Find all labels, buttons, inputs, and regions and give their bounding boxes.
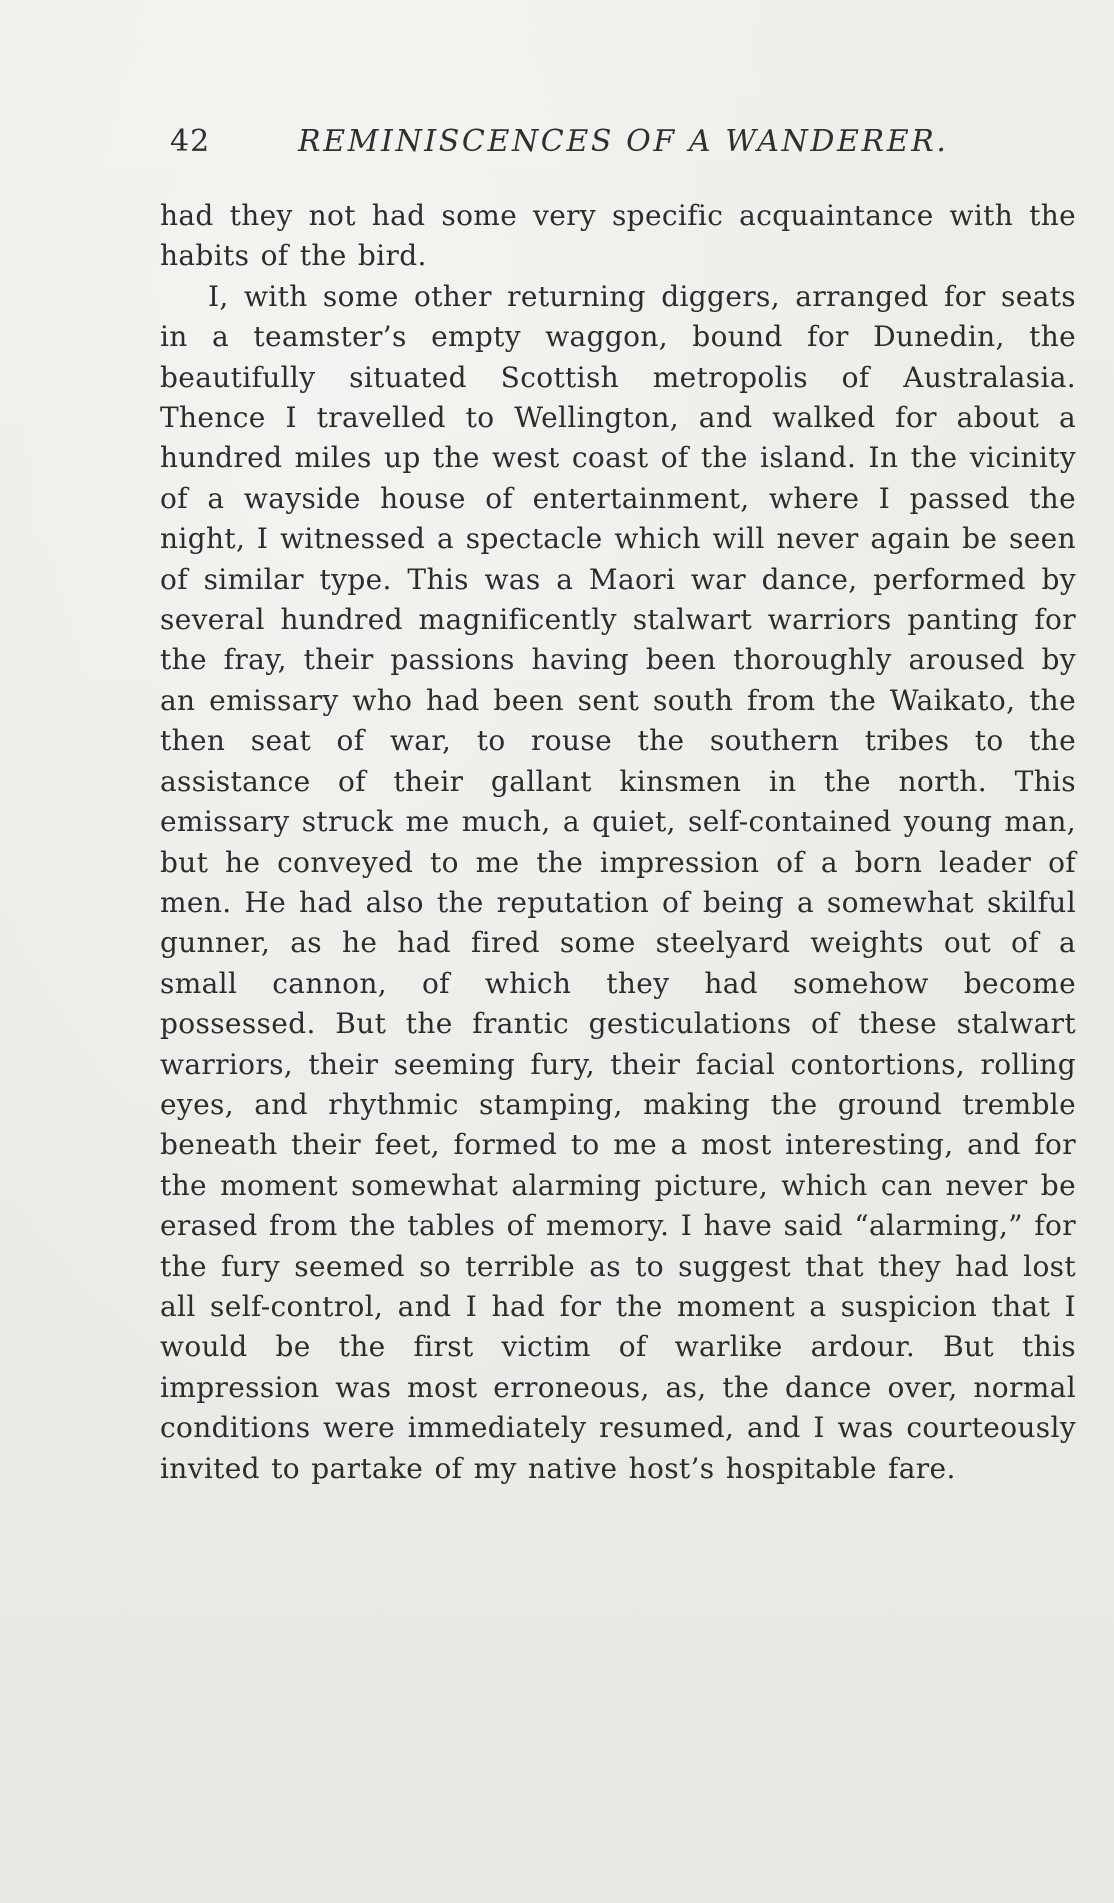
paragraph-continued: had they not had some very specific acquaintance with the habits of the bird. (160, 199, 1076, 273)
page-header (170, 124, 960, 174)
body-text (160, 196, 1076, 1489)
paragraph-maori-war-dance: I, with some other returning diggers, arranged for seats in a teamster’s empty waggon, bound for Dunedin, the beautifully situated Scottish metropolis of Australasia. Thence I travelled to Wellington, and walked for about a hundred miles up the west coast of the island. In the vicinity of a wayside house of entertainment, where I passed the night, I witnessed a spectacle which will never again be seen of similar type. This was a Maori war dance, performed by several hundred magnificently stalwart warriors panting for the fray, their passions having been thoroughly aroused by an emissary who had been sent south from the Waikato, the then seat of war, to rouse the southern tribes to the assistance of their gallant kinsmen in the north. This emissary struck me much, a quiet, self-contained young man, but he conveyed to me the impression of a born leader of men. He had also the reputation of being a somewhat skilful gunner, as he had fired some steelyard weights out of a small cannon, of which they had somehow become possessed. But the frantic gesticulations of these stalwart warriors, their seeming fury, their facial contortions, rolling eyes, and rhythmic stamping, making the ground tremble beneath their feet, formed to me a most interesting, and for the moment somewhat alarming picture, which can never be erased from the tables of memory. I have said “alarming,” for the fury seemed so terrible as to suggest that they had lost all self-control, and I had for the moment a suspicion that I would be the first victim of warlike ardour. But this impression was most erroneous, as, the dance over, normal conditions were immediately resumed, and I was courteously invited to partake of my native host’s hospitable fare. (160, 279, 1076, 1485)
running-title: REMINISCENCES OF A WANDERER. (298, 124, 949, 159)
page-number: 42 (170, 124, 211, 159)
